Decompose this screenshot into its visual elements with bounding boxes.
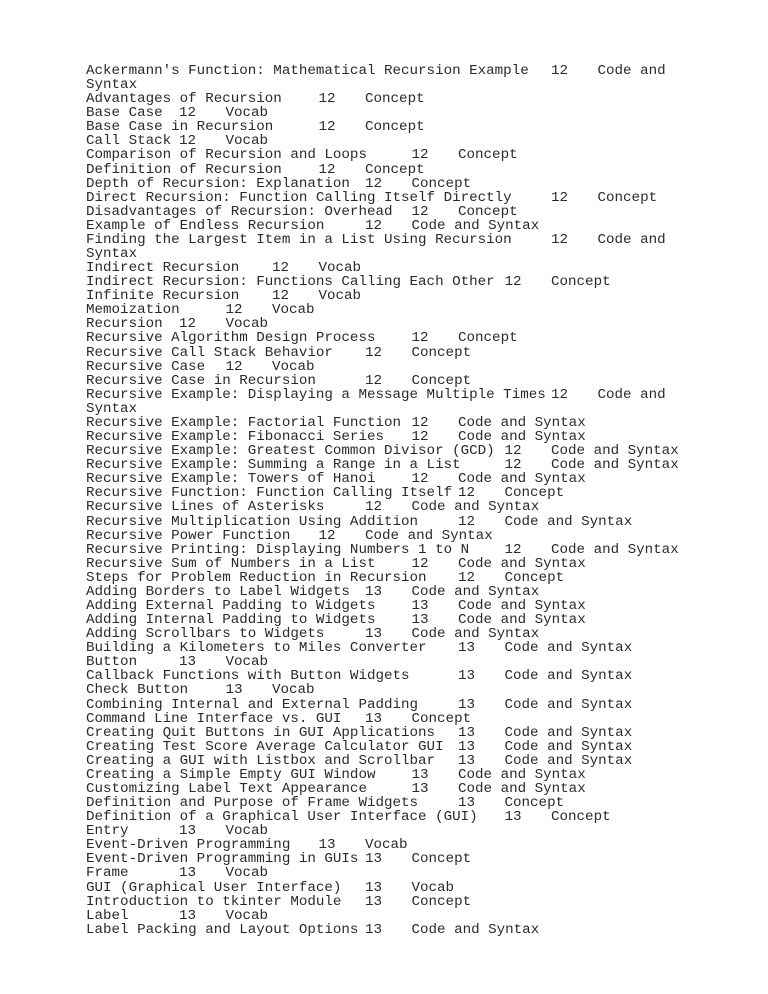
entry-chapter: 12 [179,133,197,150]
entry-title: Definition of a Graphical User Interface (GUI) [86,809,478,826]
entry-title: Memoization [86,302,180,319]
entry-title: Direct Recursion: Function Calling Itself Directly [86,189,512,206]
entry-chapter: 13 [179,823,197,840]
entry-category: Code and Syntax [551,443,679,460]
entry-title: Creating Test Score Average Calculator GUI [86,738,444,755]
entry-title: Command Line Interface vs. GUI [86,710,342,727]
tab-separator [273,119,318,135]
entry-title: Recursive Algorithm Design Process [86,330,376,347]
entry-category: Vocab [411,879,455,896]
tab-separator [410,668,458,684]
entry-title: Recursive Example: Fibonacci Series [86,429,384,446]
list-item [86,106,686,120]
entry-title: Recursion [86,316,163,333]
entry-chapter: 13 [365,893,383,910]
entry-title: Definition and Purpose of Frame Widgets [86,795,419,812]
list-item [86,726,686,740]
entry-title: Base Case [86,105,163,122]
entry-chapter: 13 [365,851,383,868]
list-item [86,360,686,374]
entry-title: Recursive Example: Factorial Function [86,414,402,431]
tab-separator [475,668,504,684]
list-item [86,148,686,162]
entry-chapter: 12 [504,457,522,474]
entry-title: Call Stack [86,133,172,150]
entry-category: Concept [411,175,472,192]
entry-title: Button [86,654,138,671]
entry-category: Concept [411,851,472,868]
entry-title: Recursive Case [86,358,206,375]
entry-category: Vocab [225,654,269,671]
entry-chapter: 13 [411,780,429,797]
entry-title: Recursive Example: Summing a Range in a List [86,457,461,474]
tab-separator [495,274,505,290]
entry-title: Creating a GUI with Listbox and Scrollbar [86,752,436,769]
entry-category: Code and Syntax [365,527,493,544]
entry-category: Vocab [225,133,269,150]
tab-separator [341,894,365,910]
entry-title: Adding Internal Padding to Widgets [86,612,376,629]
list-item [86,810,686,824]
entry-category: Code and Syntax [458,555,586,572]
tab-separator [336,119,365,135]
entry-title: Example of Endless Recursion [86,217,325,234]
entry-title: Recursive Example: Displaying a Message Multiple Times [86,386,546,403]
entry-chapter: 13 [411,597,429,614]
list-item [86,515,686,529]
list-item [86,303,686,317]
entry-title: Label [86,907,129,924]
list-item [86,331,686,345]
entry-title: Steps for Problem Reduction in Recursion [86,569,427,586]
list-item [86,289,686,303]
entry-chapter: 12 [272,288,290,305]
entry-title: Entry [86,823,129,840]
entry-category: Code and Syntax [86,63,675,94]
entry-category: Concept [411,893,472,910]
entry-chapter: 12 [179,105,197,122]
entry-chapter: 13 [458,696,476,713]
entry-category: Code and Syntax [86,386,675,417]
entry-category: Code and Syntax [458,429,586,446]
entry-chapter: 12 [504,541,522,558]
document-page [86,64,686,937]
entry-title: Recursive Multiplication Using Addition [86,513,419,530]
entry-category: Concept [458,330,518,347]
entry-chapter: 12 [272,260,290,277]
list-item [86,388,686,416]
list-item [86,275,686,289]
entry-chapter: 13 [458,795,476,812]
entry-chapter: 13 [179,907,197,924]
entry-category: Code and Syntax [551,541,679,558]
list-item [86,205,686,219]
entry-title: Comparison of Recursion and Loops [86,147,367,164]
list-item [86,444,686,458]
entry-category: Code and Syntax [458,597,586,614]
entry-title: Adding Scrollbars to Widgets [86,626,325,643]
entry-chapter: 13 [365,583,383,600]
tab-separator [282,91,319,107]
entry-category: Code and Syntax [458,780,586,797]
tab-separator [336,91,365,107]
entry-title: Ackermann's Function: Mathematical Recursion Example [86,63,529,79]
list-item [86,895,686,909]
entry-title: Infinite Recursion [86,288,240,305]
entry-title: Customizing Label Text Appearance [86,780,367,797]
entry-chapter: 12 [225,358,243,375]
entry-category: Code and Syntax [411,217,540,234]
entry-category: Vocab [272,302,315,319]
list-item [86,458,686,472]
entry-title: Indirect Recursion: Functions Calling Each Other [86,274,495,291]
entry-category: Concept [504,569,565,586]
list-item [86,585,686,599]
entry-title: Recursive Printing: Displaying Numbers 1 to N [86,541,470,558]
entry-category: Concept [504,485,565,502]
entry-chapter: 13 [179,865,197,882]
tab-separator [475,640,504,656]
list-item [86,374,686,388]
list-item [86,655,686,669]
entry-chapter: 12 [411,414,429,431]
entry-title: Recursive Sum of Numbers in a List [86,555,376,572]
entry-title: Creating a Simple Empty GUI Window [86,766,376,783]
entry-chapter: 12 [458,485,476,502]
list-item [86,866,686,880]
entry-chapter: 12 [365,499,383,516]
entry-chapter: 13 [458,640,476,657]
entry-chapter: 12 [551,189,569,206]
tab-separator [529,63,551,79]
list-item [86,120,686,134]
entry-title: Base Case in Recursion [86,119,274,136]
entry-category: Code and Syntax [504,696,633,713]
entry-chapter: 12 [318,119,336,136]
entry-chapter: 12 [411,429,429,446]
entry-title: Finding the Largest Item in a List Using Recursion [86,231,512,248]
list-item [86,486,686,500]
list-item [86,796,686,810]
list-item [86,838,686,852]
list-item [86,557,686,571]
entry-chapter: 12 [365,372,383,389]
entry-title: Event-Driven Programming in GUIs [86,851,359,868]
entry-title: Recursive Call Stack Behavior [86,344,333,361]
list-item [86,881,686,895]
entry-title: Recursive Lines of Asterisks [86,499,325,516]
tab-separator [522,809,551,825]
entry-chapter: 12 [411,203,429,220]
list-item [86,754,686,768]
tab-separator [382,922,411,938]
entry-category: Code and Syntax [411,583,540,600]
tab-separator [568,387,597,403]
tab-separator [429,147,458,163]
list-item [86,430,686,444]
entry-title: Combining Internal and External Padding [86,696,419,713]
entry-category: Concept [551,809,611,826]
entry-category: Vocab [365,837,408,854]
entry-title: Building a Kilometers to Miles Converter [86,640,427,657]
entry-title: Event-Driven Programming [86,837,291,854]
entry-title: Adding External Padding to Widgets [86,597,376,614]
list-item [86,134,686,148]
entry-title: Creating Quit Buttons in GUI Applications [86,724,436,741]
entry-chapter: 12 [504,274,522,291]
list-item [86,782,686,796]
entry-category: Code and Syntax [504,640,633,657]
entry-title: Definition of Recursion [86,161,282,178]
list-item [86,472,686,486]
entry-chapter: 13 [365,710,383,727]
entry-chapter: 12 [318,91,336,108]
entry-list [86,64,686,937]
entry-chapter: 12 [458,569,476,586]
entry-chapter: 12 [551,386,569,403]
entry-category: Code and Syntax [504,724,633,741]
entry-chapter: 12 [365,344,383,361]
entry-category: Concept [458,147,518,164]
list-item [86,529,686,543]
entry-category: Concept [551,274,611,291]
entry-chapter: 12 [318,527,336,544]
list-item [86,712,686,726]
entry-chapter: 12 [365,175,383,192]
entry-category: Code and Syntax [411,921,540,938]
entry-category: Code and Syntax [504,738,633,755]
entry-chapter: 13 [365,626,383,643]
tab-separator [333,345,365,361]
list-item [86,416,686,430]
entry-chapter: 12 [411,147,429,164]
entry-chapter: 12 [504,443,522,460]
entry-category: Code and Syntax [551,457,679,474]
list-item [86,64,686,92]
entry-category: Concept [411,344,472,361]
entry-title: Recursive Example: Towers of Hanoi [86,471,376,488]
entry-chapter: 13 [458,668,476,685]
list-item [86,500,686,514]
entry-chapter: 12 [225,302,243,319]
entry-chapter: 13 [365,879,383,896]
list-item [86,824,686,838]
entry-category: Vocab [272,358,315,375]
entry-chapter: 12 [411,330,429,347]
list-item [86,571,686,585]
entry-chapter: 12 [551,63,569,79]
entry-chapter: 12 [458,513,476,530]
entry-chapter: 13 [504,809,522,826]
entry-category: Vocab [225,907,269,924]
tab-separator [382,894,411,910]
entry-category: Concept [411,710,472,727]
tab-separator [478,809,505,825]
entry-title: Introduction to tkinter Module [86,893,342,910]
tab-separator [427,640,458,656]
tab-separator [568,63,597,79]
entry-chapter: 13 [458,738,476,755]
entry-title: Callback Functions with Button Widgets [86,668,410,685]
entry-title: Label Packing and Layout Options [86,921,359,938]
entry-title: Recursive Example: Greatest Common Divisor (GCD) [86,443,495,460]
entry-category: Code and Syntax [458,414,586,431]
entry-category: Code and Syntax [504,752,633,769]
entry-title: Check Button [86,682,189,699]
entry-chapter: 13 [225,682,243,699]
list-item [86,852,686,866]
entry-category: Concept [458,203,518,220]
entry-category: Vocab [225,823,269,840]
list-item [86,317,686,331]
entry-title: Advantages of Recursion [86,91,282,108]
tab-separator [522,274,551,290]
list-item [86,599,686,613]
entry-category: Concept [411,372,472,389]
entry-chapter: 12 [411,471,429,488]
entry-category: Vocab [272,682,315,699]
list-item [86,923,686,937]
tab-separator [382,345,411,361]
entry-chapter: 13 [318,837,336,854]
entry-chapter: 13 [458,724,476,741]
list-item [86,543,686,557]
list-item [86,177,686,191]
entry-title: Recursive Case in Recursion [86,372,316,389]
list-item [86,683,686,697]
tab-separator [382,851,411,867]
entry-category: Vocab [225,865,269,882]
list-item [86,627,686,641]
entry-category: Concept [365,91,425,108]
entry-category: Concept [365,161,425,178]
entry-chapter: 13 [411,766,429,783]
list-item [86,909,686,923]
entry-chapter: 13 [458,752,476,769]
list-item [86,613,686,627]
entry-chapter: 12 [551,231,569,248]
entry-chapter: 12 [318,161,336,178]
list-item [86,740,686,754]
entry-category: Code and Syntax [504,668,633,685]
entry-category: Concept [504,795,565,812]
entry-category: Code and Syntax [86,231,675,263]
entry-category: Code and Syntax [504,513,633,530]
entry-title: Indirect Recursion [86,260,240,277]
entry-category: Code and Syntax [458,612,586,629]
entry-chapter: 12 [179,316,197,333]
entry-category: Vocab [225,105,269,122]
entry-category: Vocab [318,288,362,305]
list-item [86,219,686,233]
entry-title: Disadvantages of Recursion: Overhead [86,203,393,220]
list-item [86,698,686,712]
tab-separator [568,232,597,248]
list-item [86,669,686,683]
entry-category: Code and Syntax [458,471,586,488]
entry-chapter: 13 [179,654,197,671]
list-item [86,191,686,205]
entry-title: Recursive Power Function [86,527,291,544]
entry-category: Concept [365,119,425,136]
entry-category: Vocab [225,316,269,333]
list-item [86,346,686,360]
tab-separator [568,190,597,206]
entry-chapter: 12 [411,555,429,572]
entry-title: Depth of Recursion: Explanation [86,175,350,192]
entry-chapter: 13 [411,612,429,629]
list-item [86,92,686,106]
entry-title: Recursive Function: Function Calling Itself [86,485,453,502]
entry-category: Code and Syntax [411,626,540,643]
entry-title: GUI (Graphical User Interface) [86,879,342,896]
entry-category: Concept [597,189,658,206]
list-item [86,768,686,782]
tab-separator [512,232,551,248]
entry-category: Code and Syntax [411,499,540,516]
list-item [86,641,686,655]
entry-title: Adding Borders to Label Widgets [86,583,350,600]
entry-category: Vocab [318,260,362,277]
entry-chapter: 13 [365,921,383,938]
entry-chapter: 12 [365,217,383,234]
list-item [86,261,686,275]
entry-category: Code and Syntax [458,766,586,783]
list-item [86,233,686,261]
list-item [86,163,686,177]
tab-separator [475,697,504,713]
entry-title: Frame [86,865,129,882]
